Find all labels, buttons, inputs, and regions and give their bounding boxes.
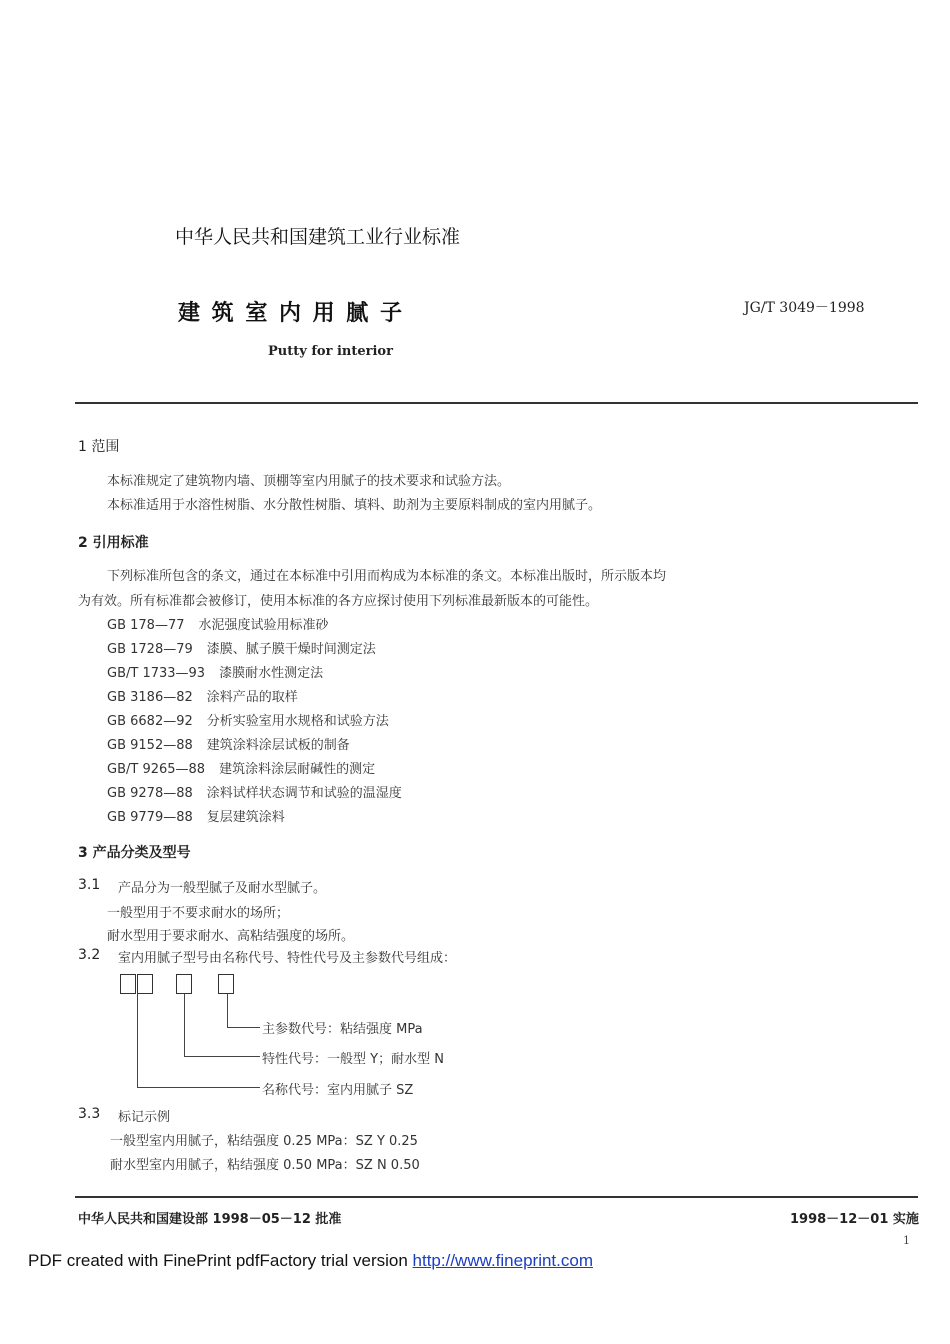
reference-code: GB 3186—82: [107, 690, 193, 705]
name-code-box: [120, 974, 136, 994]
diagram-label-name-code: 名称代号：室内用腻子 SZ: [262, 1083, 414, 1098]
clause-text: 标记示例: [118, 1110, 171, 1125]
reference-item: [107, 662, 323, 681]
clause-text: 产品分为一般型腻子及耐水型腻子。: [118, 881, 327, 896]
reference-code: GB 9779—88: [107, 810, 193, 825]
reference-code: GB 1728—79: [107, 642, 193, 657]
page-number: 1: [903, 1234, 910, 1247]
connector-line: [137, 994, 138, 1087]
header-rule: [75, 402, 918, 404]
approval-info: 中华人民共和国建设部 1998－05－12 批准: [78, 1212, 342, 1227]
reference-item: [107, 734, 350, 753]
reference-name: 涂料试样状态调节和试验的温湿度: [206, 786, 402, 801]
reference-code: GB 6682—92: [107, 714, 193, 729]
reference-item: [107, 806, 285, 825]
industry-title: 中华人民共和国建筑工业行业标准: [175, 226, 461, 248]
section1-paragraph: 本标准适用于水溶性树脂、水分散性树脂、填料、助剂为主要原料制成的室内用腻子。: [107, 498, 602, 513]
standard-subtitle: Putty for interior: [268, 344, 393, 359]
reference-item: [107, 758, 375, 777]
reference-item: [107, 614, 329, 633]
clause-text: 室内用腻子型号由名称代号、特性代号及主参数代号组成：: [118, 951, 457, 966]
section3-heading: 3 产品分类及型号: [78, 845, 191, 861]
marking-example: 耐水型室内用腻子，粘结强度 0.50 MPa：SZ N 0.50: [110, 1158, 420, 1173]
reference-name: 水泥强度试验用标准砂: [198, 618, 329, 633]
reference-name: 建筑涂料涂层试板的制备: [206, 738, 350, 753]
fineprint-link[interactable]: http://www.fineprint.com: [412, 1251, 593, 1270]
clause-number: 3.2: [78, 947, 101, 963]
diagram-label-characteristic: 特性代号：一般型 Y；耐水型 N: [262, 1052, 444, 1067]
section2-intro: 为有效。所有标准都会被修订，使用本标准的各方应探讨使用下列标准最新版本的可能性。: [78, 594, 599, 609]
connector-line: [184, 994, 185, 1056]
reference-name: 建筑涂料涂层耐碱性的测定: [219, 762, 376, 777]
pdf-banner: [28, 1251, 593, 1271]
implementation-date: 1998－12－01 实施: [790, 1212, 919, 1227]
section1-paragraph: 本标准规定了建筑物内墙、顶棚等室内用腻子的技术要求和试验方法。: [107, 474, 511, 489]
name-code-box: [137, 974, 153, 994]
standard-number: JG/T 3049－1998: [744, 300, 865, 316]
marking-example: 一般型室内用腻子，粘结强度 0.25 MPa：SZ Y 0.25: [110, 1134, 418, 1149]
connector-line: [227, 1027, 260, 1028]
footer-rule: [75, 1196, 918, 1198]
connector-line: [184, 1056, 260, 1057]
reference-code: GB 178—77: [107, 618, 185, 633]
clause-number: 3.1: [78, 877, 101, 893]
reference-code: GB/T 1733—93: [107, 666, 206, 681]
reference-name: 分析实验室用水规格和试验方法: [206, 714, 389, 729]
clause-number: 3.3: [78, 1106, 101, 1122]
diagram-label-main-param: 主参数代号：粘结强度 MPa: [262, 1022, 423, 1037]
reference-name: 涂料产品的取样: [206, 690, 298, 705]
reference-code: GB/T 9265—88: [107, 762, 206, 777]
reference-item: [107, 638, 376, 657]
section1-heading: 1 范围: [78, 439, 120, 455]
characteristic-code-box: [176, 974, 192, 994]
reference-item: [107, 686, 298, 705]
main-param-box: [218, 974, 234, 994]
section2-intro: 下列标准所包含的条文，通过在本标准中引用而构成为本标准的条文。本标准出版时，所示版本均: [107, 569, 667, 584]
reference-item: [107, 710, 389, 729]
connector-line: [137, 1087, 260, 1088]
reference-item: [107, 782, 402, 801]
reference-code: GB 9278—88: [107, 786, 193, 801]
reference-name: 漆膜耐水性测定法: [219, 666, 324, 681]
reference-name: 复层建筑涂料: [206, 810, 285, 825]
connector-line: [227, 994, 228, 1027]
standard-title: 建 筑 室 内 用 腻 子: [178, 301, 404, 326]
clause-text: 一般型用于不要求耐水的场所；: [107, 906, 290, 921]
reference-code: GB 9152—88: [107, 738, 193, 753]
section2-heading: 2 引用标准: [78, 535, 149, 551]
pdf-banner-text: PDF created with FinePrint pdfFactory trial version: [28, 1251, 413, 1270]
reference-name: 漆膜、腻子膜干燥时间测定法: [206, 642, 376, 657]
clause-text: 耐水型用于要求耐水、高粘结强度的场所。: [107, 929, 355, 944]
